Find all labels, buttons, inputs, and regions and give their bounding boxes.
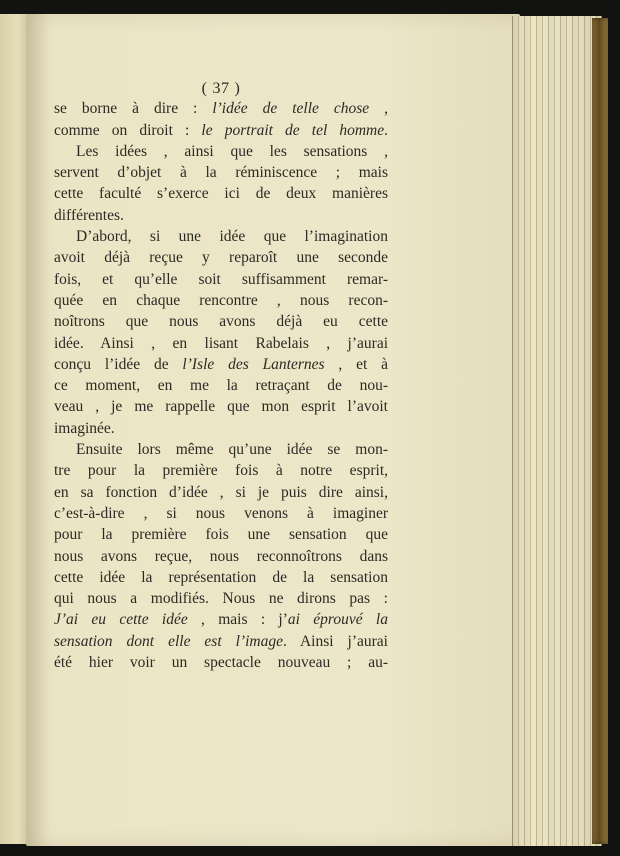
page-text-block — [54, 78, 388, 673]
book-cover-board — [592, 18, 608, 844]
page-edge-stack — [512, 16, 602, 846]
line-26-text: . Ainsi j’aurai — [282, 632, 388, 650]
text-line-25 — [54, 609, 388, 630]
text-line-14: ce moment, en me la retraçant de nou- — [54, 377, 388, 395]
line-13-text: conçu l’idée de — [54, 355, 183, 373]
text-line-7: D’abord, si une idée que l’imagination — [76, 228, 388, 246]
text-line-22: nous avons reçue, nous reconnoîtrons dans — [54, 547, 388, 565]
line-1-text: se borne à dire : — [54, 100, 213, 118]
text-line-19: en sa fonction d’idée , si je puis dire ainsi, — [54, 483, 388, 501]
text-line-12: idée. Ainsi , en lisant Rabelais , j’aurai — [54, 334, 388, 352]
line-2-text: comme on diroit : — [54, 121, 202, 139]
text-line-20: c’est-à-dire , si nous venons à imaginer — [54, 504, 388, 522]
text-line-27: été hier voir un spectacle nouveau ; au- — [54, 654, 388, 672]
text-line-13 — [54, 354, 388, 375]
line-26-italic: sensation dont elle est l’image — [54, 632, 283, 650]
text-line-9: fois, et qu’elle soit suffisamment remar- — [54, 270, 388, 288]
text-line-11: noîtrons que nous avons déjà eu cette — [54, 313, 388, 331]
text-line-1 — [54, 98, 388, 119]
text-line-26 — [54, 631, 388, 652]
text-line-4: servent d’objet à la réminiscence ; mais — [54, 164, 388, 182]
line-25-text: , mais : j’ — [187, 611, 288, 629]
text-line-17: Ensuite lors même qu’une idée se mon- — [76, 441, 388, 459]
line-1-italic: l’idée de telle chose — [212, 100, 370, 118]
text-line-18: tre pour la première fois à notre esprit, — [54, 462, 388, 480]
text-line-3: Les idées , ainsi que les sensations , — [76, 142, 388, 160]
line-2-end: . — [384, 121, 389, 139]
text-line-5: cette faculté s’exerce ici de deux manières — [54, 185, 388, 203]
text-line-6: différentes. — [54, 206, 124, 224]
text-line-8: avoit déjà reçue y reparoît une seconde — [54, 249, 388, 267]
line-25-italic-a: J’ai eu cette idée — [54, 611, 188, 629]
text-line-23: cette idée la représentation de la sensation — [54, 568, 388, 586]
text-line-24: qui nous a modifiés. Nous ne dirons pas : — [54, 590, 388, 608]
text-line-15: veau , je me rappelle que mon esprit l’avoit — [54, 398, 388, 416]
text-line-21: pour la première fois une sensation que — [54, 526, 388, 544]
line-25-italic-b: ai éprouvé la — [287, 611, 388, 629]
page-number: ( 37 ) — [201, 80, 241, 97]
text-line-2 — [54, 120, 388, 141]
line-13-italic: l’Isle des Lanternes — [182, 355, 325, 373]
line-2-italic: le portrait de tel homme — [201, 121, 385, 139]
text-line-10: quée en chaque rencontre , nous recon- — [54, 291, 388, 309]
line-13-end: , et à — [324, 355, 388, 373]
text-line-16: imaginée. — [54, 419, 115, 437]
line-1-end: , — [369, 100, 388, 118]
